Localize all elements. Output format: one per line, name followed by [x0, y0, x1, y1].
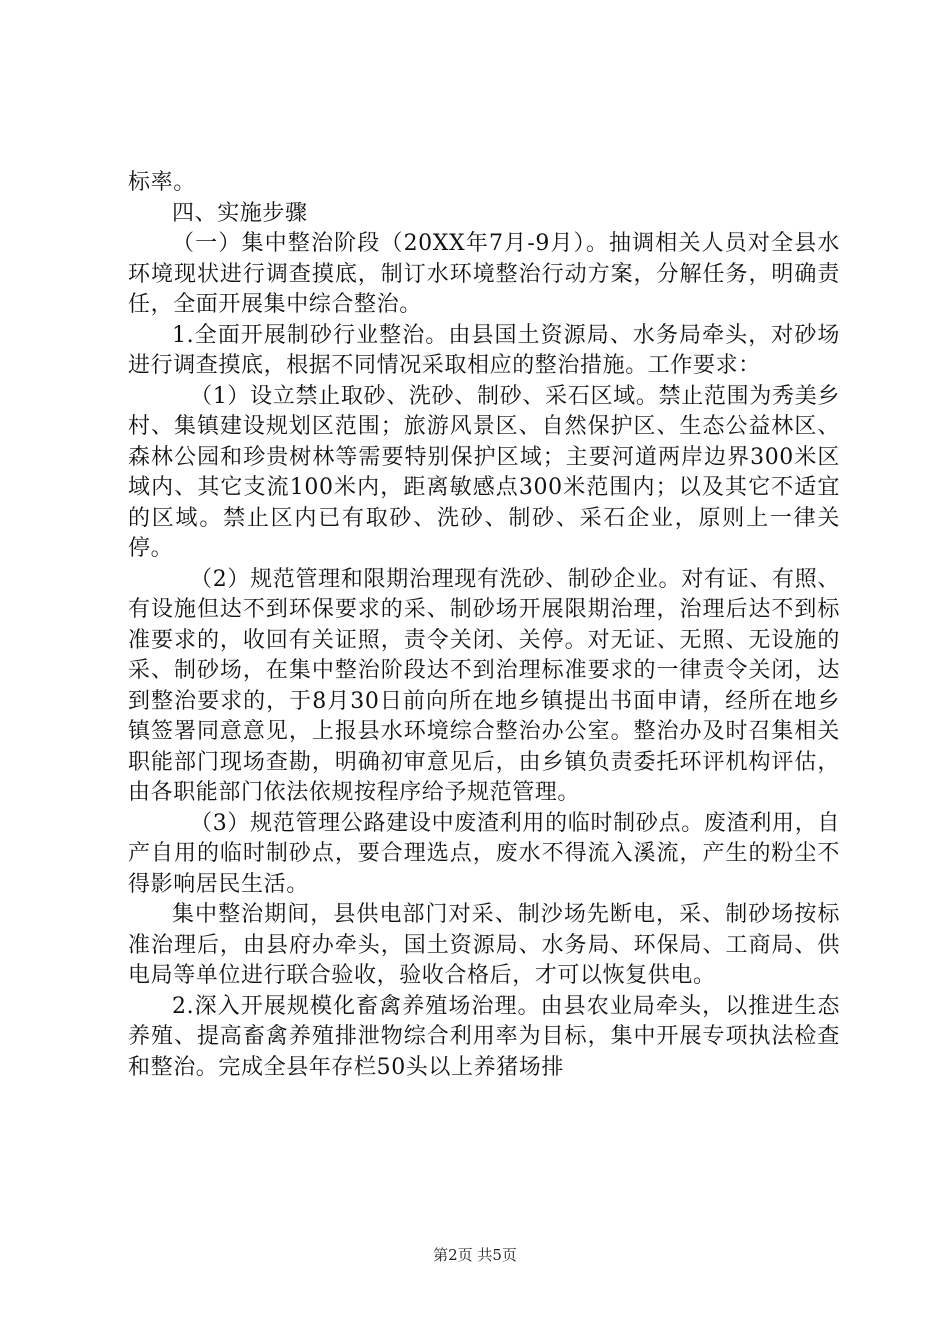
paragraph-item-2: （2）规范管理和限期治理现有洗砂、制砂企业。对有证、有照、有设施但达不到环保要求的采、制砂场开展限期治理，治理后达不到标准要求的，收回有关证照，责令关闭、关停。对无证、无照、无设施的采、制砂场，在集中整治阶段达不到治理标准要求的一律责令关闭，达到整治要求的，于8月30日前向所在地乡镇提出书面申请，经所在地乡镇签署同意意见，上报县水环境综合整治办公室。整治办及时召集相关职能部门现场查勘，明确初审意见后，由乡镇负责委托环评机构评估，由各职能部门依法依规按程序给予规范管理。: [128, 566, 840, 805]
paragraph-stage-one: （一）集中整治阶段（20XX年7月-9月）。抽调相关人员对全县水环境现状进行调查摸底，制订水环境整治行动方案，分解任务，明确责任，全面开展集中综合整治。: [128, 231, 840, 317]
document-body: [128, 168, 840, 1083]
paragraph-sand-industry: 1.全面开展制砂行业整治。由县国土资源局、水务局牵头，对砂场进行调查摸底，根据不同情况采取相应的整治措施。工作要求：: [128, 322, 840, 378]
paragraph-item-3: （3）规范管理公路建设中废渣利用的临时制砂点。废渣利用，自产自用的临时制砂点，要合理选点，废水不得流入溪流，产生的粉尘不得影响居民生活。: [128, 810, 840, 897]
paragraph-1: 标率。: [128, 170, 196, 195]
paragraph-livestock: 2.深入开展规模化畜禽养殖场治理。由县农业局牵头，以推进生态养殖、提高畜禽养殖排泄物综合利用率为目标，集中开展专项执法检查和整治。完成全县年存栏50头以上养猪场排: [128, 993, 840, 1080]
page-footer: 第2页 共5页: [433, 1246, 517, 1264]
section-heading-implementation-steps: 四、实施步骤: [172, 200, 308, 226]
paragraph-power-supply: 集中整治期间，县供电部门对采、制沙场先断电，采、制砂场按标准治理后，由县府办牵头，国土资源局、水务局、环保局、工商局、供电局等单位进行联合验收，验收合格后，才可以恢复供电。: [128, 902, 840, 988]
paragraph-item-1: （1）设立禁止取砂、洗砂、制砂、采石区域。禁止范围为秀美乡村、集镇建设规划区范围；旅游风景区、自然保护区、生态公益林区、森林公园和珍贵树林等需要特别保护区域；主要河道两岸边界300米区域内、其它支流100米内，距离敏感点300米范围内；以及其它不适宜的区域。禁止区内已有取砂、洗砂、制砂、采石企业，原则上一律关停。: [128, 383, 840, 561]
